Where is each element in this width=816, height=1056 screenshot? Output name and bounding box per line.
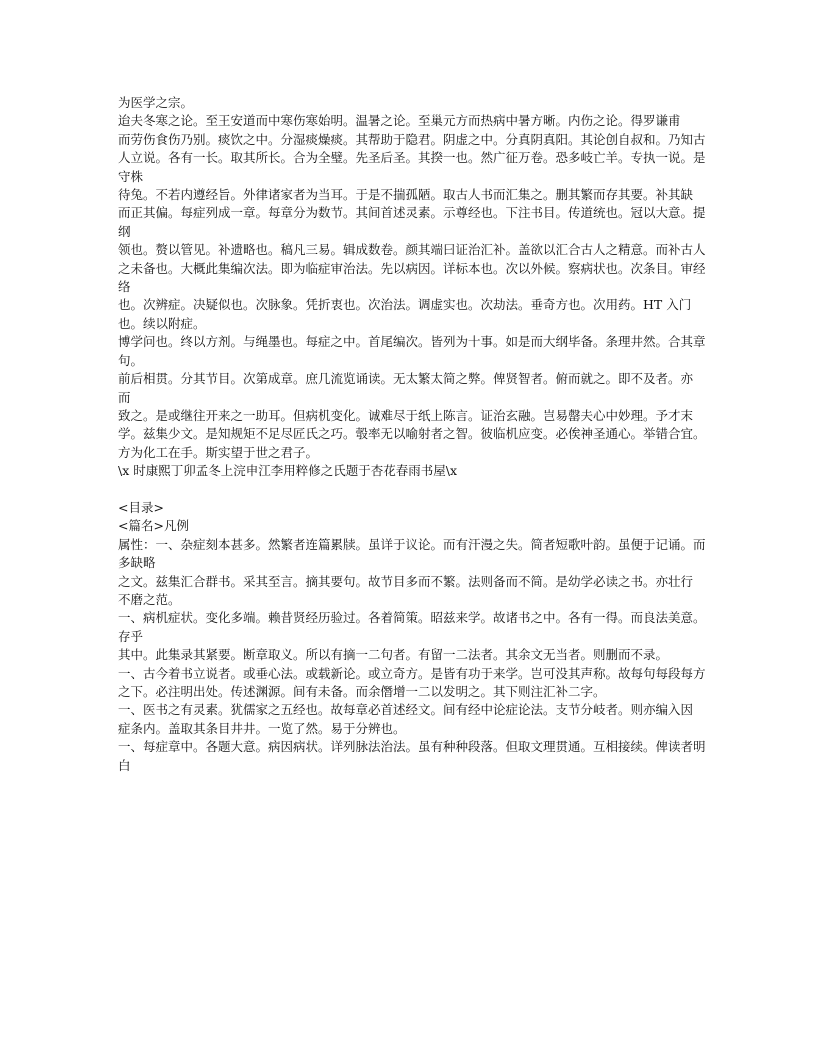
preface-line: 致之。是或继往开来之一助耳。但病机变化。诚难尽于纸上陈言。证治玄融。岂易罄夫心中妙理。予才末 (118, 407, 694, 423)
preface-line: 领也。赘以管见。补遗略也。稿凡三易。辑成数卷。颜其端曰证治汇补。盖欲以汇合古人之精意。而补古人 (118, 242, 706, 258)
spacer (118, 481, 708, 499)
rule-line: 一、病机症状。变化多端。赖昔贤经历验过。各着简策。昭兹来学。故诸书之中。各有一得。而良法美意。存乎 (118, 610, 706, 644)
rule-line: 一、每症章中。各题大意。病因病状。详列脉法治法。虽有种种段落。但取文理贯通。互相接续。俾读者明白 (118, 739, 706, 773)
rule-line: 之下。必注明出处。传述渊源。间有未备。而余僭增一二以发明之。其下则注汇补二字。 (118, 683, 606, 699)
preface-text (118, 94, 708, 481)
rule-line: 其中。此集录其紧要。断章取义。所以有摘一二句者。有留一二法者。其余文无当者。则删而不录。 (118, 647, 669, 663)
document-page (118, 94, 708, 775)
rule-line: 不磨之范。 (118, 591, 181, 607)
preface-line: 之未备也。大概此集编次法。即为临症审治法。先以病因。详标本也。次以外候。察病状也。次条目。审经络 (118, 260, 706, 295)
preface-line: 博学问也。终以方剂。与绳墨也。每症之中。首尾编次。皆列为十事。如是而大纲毕备。条理井然。合其章句。 (118, 334, 706, 368)
preface-line: 也。次辨症。决疑似也。次脉象。凭折衷也。次治法。调虚实也。次劫法。垂奇方也。次用药。HT 入门也。续以附症。 (118, 297, 692, 331)
rule-line: 之文。兹集汇合群书。采其至言。摘其要句。故节目多而不繁。法则备而不简。是幼学必读之书。亦壮行 (118, 573, 694, 589)
catalog-title: <目录> (118, 499, 164, 515)
preface-signature: \x 时康熙丁卯孟冬上浣申江李用粹修之氏题于杏花春雨书屋\x (118, 463, 457, 479)
preface-line: 前后相贯。分其节目。次第成章。庶几流览诵读。无太繁太简之弊。俾贤智者。俯而就之。即不及者。亦 而 (118, 371, 694, 405)
preface-line: 人立说。各有一长。取其所长。合为全璧。先圣后圣。其揆一也。然广征万卷。恐多岐亡羊。专执一说。是守株 (118, 150, 706, 184)
preface-line: 待兔。不若内遵经旨。外律诸家者为当耳。于是不揣孤陋。取古人书而汇集之。删其繁而存其要。补其缺 (118, 187, 694, 203)
preface-line: 为医学之宗。 (118, 95, 194, 110)
preface-line: 方为化工在手。斯实望于世之君子。 (118, 444, 319, 460)
preface-line: 迨夫冬寒之论。至王安道而中寒伤寒始明。温暑之论。至巢元方而热病中暑方晰。内伤之论。得罗谦甫 (118, 113, 681, 129)
section-title: <篇名>凡例 (118, 518, 189, 534)
preface-line: 而正其偏。每症列成一章。每章分为数节。其间首述灵素。示尊经也。下注书目。传道统也。冠以大意。提纲 (118, 205, 706, 239)
rules-text (118, 536, 708, 775)
rule-line: 一、古今着书立说者。或垂心法。或载新论。或立奇方。是皆有功于来学。岂可没其声称。故每句每段每方 (118, 665, 706, 681)
rule-line: 症条内。盖取其条目井井。一览了然。易于分辨也。 (118, 720, 406, 736)
rule-line: 属性：一、杂症刻本甚多。然繁者连篇累牍。虽详于议论。而有汗漫之失。简者短歌叶韵。虽便于记诵。而多缺略 (118, 536, 706, 571)
preface-line: 而劳伤食伤乃别。痰饮之中。分湿痰燥痰。其帮助于隐君。阴虚之中。分真阴真阳。其论创自叔和。乃知古 (118, 131, 706, 147)
preface-line: 学。兹集少文。是知规矩不足尽匠氏之巧。彀率无以喻射者之智。彼临机应变。必俟神圣通心。举错合宜。 (118, 426, 706, 442)
rule-line: 一、医书之有灵素。犹儒家之五经也。故每章必首述经文。间有经中论症论法。支节分岐者。则亦编入因 (118, 702, 694, 718)
